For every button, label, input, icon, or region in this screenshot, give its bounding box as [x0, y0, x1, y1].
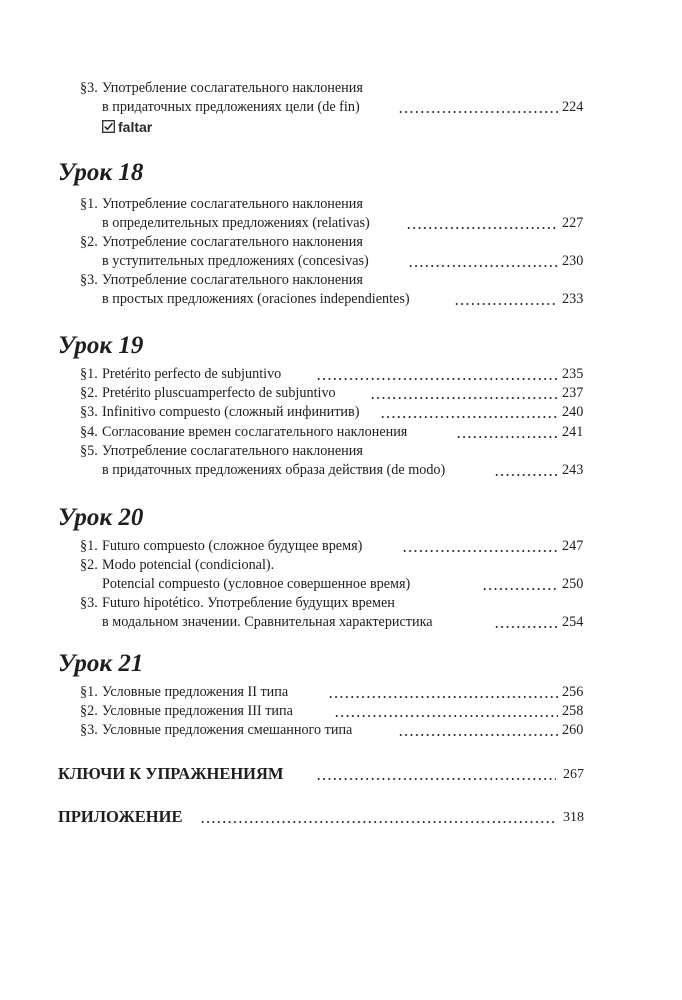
leader-dots: [494, 626, 558, 628]
leader-dots: [316, 378, 558, 380]
toc-entry-line: [0, 613, 682, 632]
leader-dots: [316, 778, 556, 780]
lesson-title: Урок 18: [58, 159, 144, 186]
toc-entry-line: [0, 98, 682, 117]
toc-entry-line: [0, 721, 682, 740]
toc-entry-line: [0, 442, 682, 461]
entry-number: §1.: [80, 366, 98, 382]
entry-number: §4.: [80, 424, 98, 440]
entry-number: §3.: [80, 595, 98, 611]
entry-number: §2.: [80, 234, 98, 250]
toc-entry-line: [0, 537, 682, 556]
entry-number: §3.: [80, 272, 98, 288]
entry-page: 256: [562, 684, 584, 700]
entry-number: §5.: [80, 443, 98, 459]
toc-section: [0, 763, 682, 785]
toc-entry-line: [0, 556, 682, 575]
entry-title: в придаточных предложениях образа действия (de modo): [102, 462, 446, 478]
leader-dots: [398, 734, 558, 736]
entry-page: 224: [562, 99, 584, 115]
section-title: КЛЮЧИ К УПРАЖНЕНИЯМ: [58, 764, 284, 783]
entry-page: 250: [562, 576, 584, 592]
entry-page: 260: [562, 722, 584, 738]
leader-dots: [482, 588, 558, 590]
toc-entry-line: [0, 252, 682, 271]
toc-entry-line: [0, 290, 682, 309]
leader-dots: [380, 416, 558, 418]
entry-title: Условные предложения смешанного типа: [102, 722, 353, 738]
leader-dots: [454, 303, 558, 305]
entry-page: 258: [562, 703, 584, 719]
toc-entry-line: [0, 461, 682, 480]
entry-title: Pretérito perfecto de subjuntivo: [102, 366, 282, 382]
entry-number: §1.: [80, 538, 98, 554]
lesson-title: Урок 21: [58, 650, 144, 677]
entry-number: §1.: [80, 196, 98, 212]
entry-title: Употребление сослагательного наклонения: [102, 234, 363, 250]
entry-number: §2.: [80, 385, 98, 401]
toc-entry-line: [0, 683, 682, 702]
lesson-title: Урок 20: [58, 504, 144, 531]
entry-title: Pretérito pluscuamperfecto de subjuntivo: [102, 385, 336, 401]
entry-page: 237: [562, 385, 584, 401]
entry-title: Futuro compuesto (сложное будущее время): [102, 538, 363, 554]
toc-section: [0, 806, 682, 828]
toc-entry-line: [0, 271, 682, 290]
section-page: 318: [563, 810, 584, 825]
toc-entry-line: [0, 384, 682, 403]
toc-entry-line: [0, 233, 682, 252]
leader-dots: [456, 436, 558, 438]
entry-page: 227: [562, 215, 584, 231]
entry-title: Potencial compuesto (условное совершенное время): [102, 576, 411, 592]
leader-dots: [398, 111, 558, 113]
entry-page: 240: [562, 404, 584, 420]
entry-number: §3.: [80, 722, 98, 738]
toc-entry-line: [0, 214, 682, 233]
entry-page: 243: [562, 462, 584, 478]
entry-page: 233: [562, 291, 584, 307]
entry-number: §3.: [80, 404, 98, 420]
leader-dots: [370, 397, 558, 399]
entry-title: Infinitivo compuesto (сложный инфинитив): [102, 404, 360, 420]
entry-number: §2.: [80, 703, 98, 719]
checkbox-label: faltar: [118, 119, 153, 135]
leader-dots: [406, 227, 558, 229]
entry-title: Употребление сослагательного наклонения: [102, 272, 363, 288]
toc-entry-line: [0, 365, 682, 384]
entry-title: Условные предложения III типа: [102, 703, 293, 719]
checkbox-checked-icon: [102, 120, 115, 133]
entry-page: 254: [562, 614, 584, 630]
toc-entry-line: [0, 79, 682, 98]
entry-title: Употребление сослагательного наклонения: [102, 196, 363, 212]
entry-page: 241: [562, 424, 584, 440]
entry-number: §2.: [80, 557, 98, 573]
leader-dots: [328, 696, 558, 698]
leader-dots: [402, 550, 558, 552]
entry-title: в модальном значении. Сравнительная характеристика: [102, 614, 433, 630]
section-page: 267: [563, 767, 584, 782]
toc-entry-line: [0, 594, 682, 613]
entry-title: Употребление сослагательного наклонения: [102, 80, 363, 96]
entry-number: §3.: [80, 80, 98, 96]
leader-dots: [334, 715, 558, 717]
entry-page: 247: [562, 538, 584, 554]
entry-title: в уступительных предложениях (concesivas): [102, 253, 369, 269]
lesson-title: Урок 19: [58, 332, 144, 359]
entry-title: Согласование времен сослагательного наклонения: [102, 424, 408, 440]
leader-dots: [494, 474, 558, 476]
entry-number: §1.: [80, 684, 98, 700]
leader-dots: [408, 265, 558, 267]
toc-entry-line: [0, 702, 682, 721]
toc-entry-line: [0, 423, 682, 442]
entry-title: в простых предложениях (oraciones independientes): [102, 291, 410, 307]
entry-title: Условные предложения II типа: [102, 684, 289, 700]
entry-title: Modo potencial (condicional).: [102, 557, 275, 573]
toc-entry-line: [0, 403, 682, 422]
entry-page: 235: [562, 366, 584, 382]
entry-title: в определительных предложениях (relativas): [102, 215, 370, 231]
leader-dots: [200, 821, 556, 823]
toc-entry-line: [0, 575, 682, 594]
section-title: ПРИЛОЖЕНИЕ: [58, 807, 183, 826]
toc-entry-line: [0, 195, 682, 214]
entry-title: Употребление сослагательного наклонения: [102, 443, 363, 459]
entry-page: 230: [562, 253, 584, 269]
entry-title: в придаточных предложениях цели (de fin): [102, 99, 360, 115]
entry-title: Futuro hipotético. Употребление будущих времен: [102, 595, 395, 611]
